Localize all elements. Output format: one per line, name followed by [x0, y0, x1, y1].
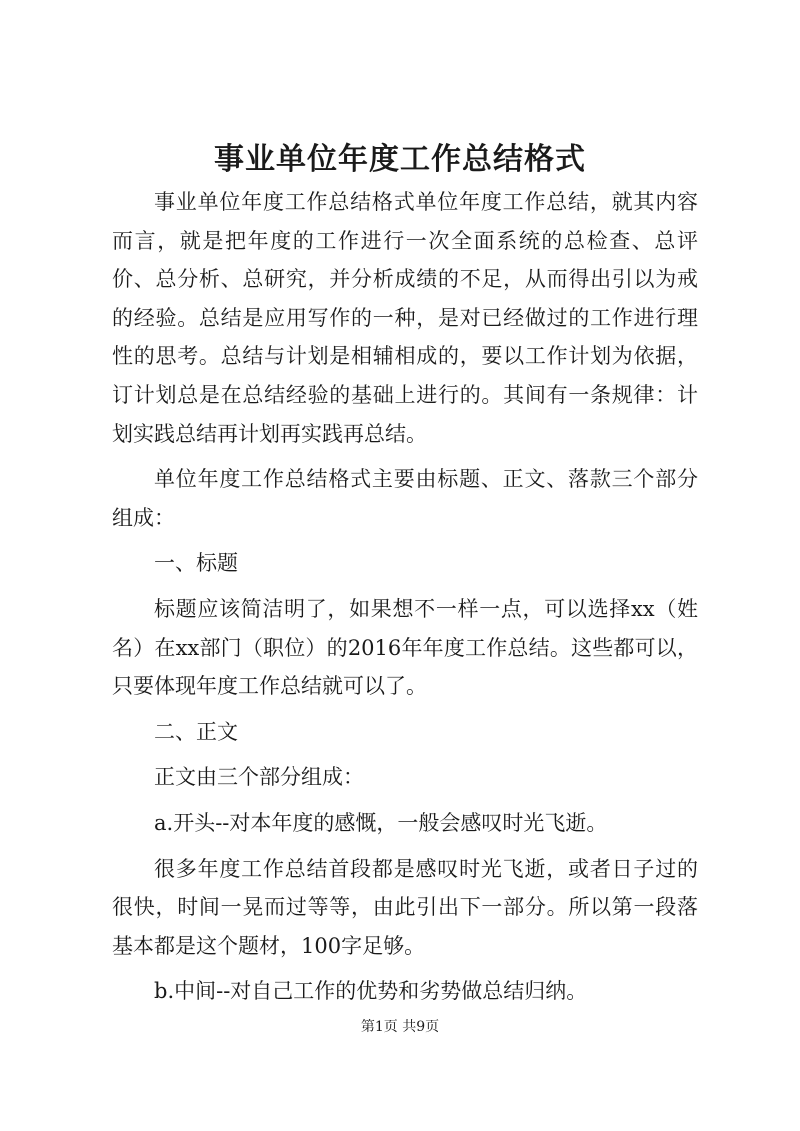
paragraph-opening: a.开头--对本年度的感慨，一般会感叹时光飞逝。	[154, 810, 608, 835]
page-indicator: 第1页 共9页	[360, 1019, 440, 1035]
paragraph-body-parts: 正文由三个部分组成：	[154, 765, 364, 790]
heading-body-section: 二、正文	[154, 719, 238, 744]
paragraph-middle: b.中间--对自己工作的优势和劣势做总结归纳。	[154, 979, 588, 1004]
document-title: 事业单位年度工作总结格式	[214, 142, 586, 177]
paragraph-title-guidance: 标题应该简洁明了，如果想不一样一点，可以选择xx（姓名）在xx部门（职位）的2016年年度工作总结。这些都可以，只要体现年度工作总结就可以了。	[112, 596, 698, 699]
paragraph-structure: 单位年度工作总结格式主要由标题、正文、落款三个部分组成：	[112, 467, 698, 530]
heading-title-section: 一、标题	[154, 551, 238, 576]
paragraph-intro: 事业单位年度工作总结格式单位年度工作总结，就其内容而言，就是把年度的工作进行一次全面系统的总检查、总评价、总分析、总研究，并分析成绩的不足，从而得出引以为戒的经验。总结是应用写作的一种，是对已经做过的工作进行理性的思考。总结与计划是相辅相成的，要以工作计划为依据，订计划总是在总结经验的基础上进行的。其间有一条规律：计划实践总结再计划再实践再总结。	[112, 190, 698, 446]
paragraph-opening-detail: 很多年度工作总结首段都是感叹时光飞逝，或者日子过的很快，时间一晃而过等等，由此引出下一部分。所以第一段落基本都是这个题材，100字足够。	[112, 856, 698, 958]
document-body	[112, 183, 698, 1011]
